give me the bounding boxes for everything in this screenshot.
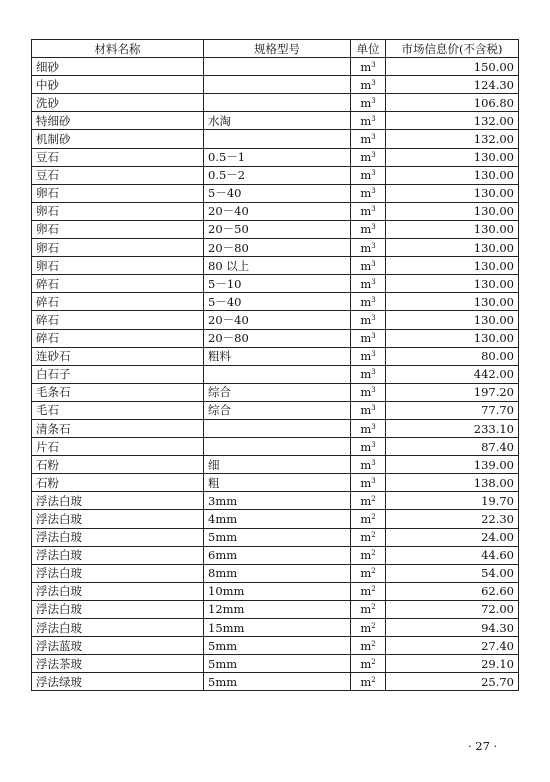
unit-cell [351, 365, 386, 383]
material-name-cell: 白石子 [32, 365, 204, 383]
unit-base: m [360, 656, 372, 671]
unit-base: m [360, 312, 372, 327]
unit-base: m [360, 620, 372, 635]
spec-cell: 综合 [204, 383, 351, 401]
unit-base: m [360, 674, 372, 689]
price-cell: 130.00 [386, 166, 519, 184]
spec-cell: 粗 [204, 474, 351, 492]
material-name-cell: 毛条石 [32, 383, 204, 401]
unit-base: m [360, 530, 372, 545]
unit-exponent: 3 [371, 60, 376, 69]
price-cell: 130.00 [386, 220, 519, 238]
table-row [32, 347, 519, 365]
unit-exponent: 2 [371, 494, 376, 503]
unit-exponent: 3 [371, 332, 376, 341]
unit-exponent: 3 [371, 259, 376, 268]
unit-base: m [360, 602, 372, 617]
unit-base: m [360, 475, 372, 490]
spec-cell: 4mm [204, 510, 351, 528]
unit-exponent: 3 [371, 368, 376, 377]
header-material-name: 材料名称 [32, 40, 204, 58]
unit-cell [351, 293, 386, 311]
spec-cell: 6mm [204, 546, 351, 564]
spec-cell: 5－10 [204, 275, 351, 293]
unit-cell [351, 220, 386, 238]
spec-cell: 5mm [204, 528, 351, 546]
table-row [32, 546, 519, 564]
unit-exponent: 3 [371, 386, 376, 395]
unit-cell [351, 94, 386, 112]
unit-exponent: 3 [371, 350, 376, 359]
unit-base: m [360, 240, 372, 255]
price-cell: 138.00 [386, 474, 519, 492]
unit-exponent: 2 [371, 549, 376, 558]
unit-exponent: 3 [371, 78, 376, 87]
material-name-cell: 碎石 [32, 275, 204, 293]
unit-exponent: 3 [371, 133, 376, 142]
table-row [32, 582, 519, 600]
material-name-cell: 浮法白玻 [32, 510, 204, 528]
table-row [32, 239, 519, 257]
price-cell: 44.60 [386, 546, 519, 564]
unit-exponent: 3 [371, 458, 376, 467]
unit-base: m [360, 258, 372, 273]
unit-base: m [360, 421, 372, 436]
price-cell: 150.00 [386, 58, 519, 76]
unit-exponent: 3 [371, 295, 376, 304]
unit-base: m [360, 95, 372, 110]
material-name-cell: 卵石 [32, 220, 204, 238]
spec-cell [204, 94, 351, 112]
material-name-cell: 片石 [32, 438, 204, 456]
material-name-cell: 卵石 [32, 184, 204, 202]
unit-base: m [360, 457, 372, 472]
spec-cell: 细 [204, 456, 351, 474]
unit-cell [351, 492, 386, 510]
spec-cell: 20－80 [204, 329, 351, 347]
material-name-cell: 浮法白玻 [32, 528, 204, 546]
spec-cell: 水淘 [204, 112, 351, 130]
material-name-cell: 浮法白玻 [32, 582, 204, 600]
unit-exponent: 3 [371, 476, 376, 485]
unit-exponent: 2 [371, 567, 376, 576]
spec-cell [204, 365, 351, 383]
price-table [31, 39, 519, 691]
table-row [32, 202, 519, 220]
unit-cell [351, 130, 386, 148]
table-row [32, 600, 519, 618]
table-row [32, 94, 519, 112]
spec-cell: 5mm [204, 655, 351, 673]
material-name-cell: 浮法白玻 [32, 600, 204, 618]
unit-base: m [360, 511, 372, 526]
price-cell: 22.30 [386, 510, 519, 528]
unit-cell [351, 419, 386, 437]
material-name-cell: 连砂石 [32, 347, 204, 365]
unit-base: m [360, 132, 372, 147]
header-spec: 规格型号 [204, 40, 351, 58]
unit-cell [351, 510, 386, 528]
unit-cell [351, 456, 386, 474]
material-name-cell: 毛石 [32, 401, 204, 419]
unit-base: m [360, 186, 372, 201]
spec-cell: 20－40 [204, 311, 351, 329]
price-cell: 94.30 [386, 619, 519, 637]
unit-base: m [360, 385, 372, 400]
unit-exponent: 3 [371, 169, 376, 178]
spec-cell: 15mm [204, 619, 351, 637]
table-body [32, 58, 519, 691]
unit-cell [351, 619, 386, 637]
table-row [32, 438, 519, 456]
table-row [32, 528, 519, 546]
unit-exponent: 2 [371, 531, 376, 540]
unit-cell [351, 112, 386, 130]
unit-exponent: 3 [371, 223, 376, 232]
spec-cell: 20－80 [204, 239, 351, 257]
unit-cell [351, 166, 386, 184]
spec-cell: 5mm [204, 637, 351, 655]
unit-exponent: 2 [371, 585, 376, 594]
table-row [32, 130, 519, 148]
table-row [32, 419, 519, 437]
price-cell: 54.00 [386, 564, 519, 582]
unit-exponent: 2 [371, 639, 376, 648]
unit-exponent: 2 [371, 603, 376, 612]
price-cell: 132.00 [386, 130, 519, 148]
spec-cell: 20－40 [204, 202, 351, 220]
material-name-cell: 机制砂 [32, 130, 204, 148]
unit-cell [351, 637, 386, 655]
spec-cell: 10mm [204, 582, 351, 600]
price-cell: 442.00 [386, 365, 519, 383]
unit-exponent: 3 [371, 313, 376, 322]
unit-base: m [360, 439, 372, 454]
spec-cell: 20－50 [204, 220, 351, 238]
price-cell: 106.80 [386, 94, 519, 112]
header-unit: 单位 [351, 40, 386, 58]
spec-cell [204, 76, 351, 94]
unit-exponent: 2 [371, 621, 376, 630]
material-name-cell: 浮法白玻 [32, 564, 204, 582]
unit-exponent: 3 [371, 114, 376, 123]
unit-base: m [360, 548, 372, 563]
spec-cell [204, 130, 351, 148]
unit-base: m [360, 349, 372, 364]
unit-cell [351, 401, 386, 419]
material-name-cell: 卵石 [32, 202, 204, 220]
price-cell: 130.00 [386, 293, 519, 311]
page-number: · 27 · [468, 739, 498, 753]
price-cell: 77.70 [386, 401, 519, 419]
table-row [32, 293, 519, 311]
table-row [32, 383, 519, 401]
table-row [32, 275, 519, 293]
unit-exponent: 3 [371, 422, 376, 431]
unit-exponent: 3 [371, 96, 376, 105]
spec-cell: 12mm [204, 600, 351, 618]
material-name-cell: 浮法茶玻 [32, 655, 204, 673]
table-row [32, 456, 519, 474]
material-name-cell: 石粉 [32, 474, 204, 492]
unit-cell [351, 311, 386, 329]
table-row [32, 76, 519, 94]
unit-exponent: 3 [371, 241, 376, 250]
unit-base: m [360, 113, 372, 128]
material-name-cell: 中砂 [32, 76, 204, 94]
price-cell: 197.20 [386, 383, 519, 401]
table-row [32, 655, 519, 673]
table-row [32, 401, 519, 419]
price-cell: 130.00 [386, 257, 519, 275]
price-cell: 132.00 [386, 112, 519, 130]
material-name-cell: 卵石 [32, 239, 204, 257]
unit-exponent: 3 [371, 277, 376, 286]
unit-cell [351, 58, 386, 76]
table-row [32, 220, 519, 238]
unit-cell [351, 329, 386, 347]
table-row [32, 492, 519, 510]
material-name-cell: 浮法蓝玻 [32, 637, 204, 655]
header-price: 市场信息价(不含税) [386, 40, 519, 58]
unit-cell [351, 239, 386, 257]
spec-cell [204, 419, 351, 437]
material-name-cell: 碎石 [32, 293, 204, 311]
unit-cell [351, 383, 386, 401]
unit-cell [351, 600, 386, 618]
price-cell: 62.60 [386, 582, 519, 600]
table-row [32, 564, 519, 582]
unit-base: m [360, 59, 372, 74]
price-cell: 130.00 [386, 184, 519, 202]
unit-exponent: 3 [371, 205, 376, 214]
material-name-cell: 豆石 [32, 148, 204, 166]
spec-cell [204, 438, 351, 456]
table-row [32, 311, 519, 329]
price-cell: 130.00 [386, 311, 519, 329]
price-cell: 233.10 [386, 419, 519, 437]
material-name-cell: 洗砂 [32, 94, 204, 112]
price-cell: 29.10 [386, 655, 519, 673]
price-cell: 139.00 [386, 456, 519, 474]
unit-base: m [360, 331, 372, 346]
spec-cell: 8mm [204, 564, 351, 582]
material-name-cell: 清条石 [32, 419, 204, 437]
unit-base: m [360, 77, 372, 92]
table-row [32, 58, 519, 76]
material-name-cell: 石粉 [32, 456, 204, 474]
material-name-cell: 浮法绿玻 [32, 673, 204, 691]
material-name-cell: 细砂 [32, 58, 204, 76]
unit-exponent: 2 [371, 657, 376, 666]
price-cell: 72.00 [386, 600, 519, 618]
unit-exponent: 2 [371, 512, 376, 521]
spec-cell: 0.5－2 [204, 166, 351, 184]
unit-base: m [360, 367, 372, 382]
material-name-cell: 碎石 [32, 329, 204, 347]
price-cell: 130.00 [386, 329, 519, 347]
unit-exponent: 3 [371, 404, 376, 413]
material-name-cell: 豆石 [32, 166, 204, 184]
unit-cell [351, 582, 386, 600]
table-row [32, 112, 519, 130]
material-name-cell: 特细砂 [32, 112, 204, 130]
unit-cell [351, 655, 386, 673]
price-cell: 19.70 [386, 492, 519, 510]
spec-cell: 5－40 [204, 184, 351, 202]
unit-exponent: 2 [371, 675, 376, 684]
material-name-cell: 浮法白玻 [32, 492, 204, 510]
unit-base: m [360, 638, 372, 653]
unit-base: m [360, 294, 372, 309]
spec-cell: 综合 [204, 401, 351, 419]
spec-cell: 3mm [204, 492, 351, 510]
unit-cell [351, 438, 386, 456]
unit-cell [351, 184, 386, 202]
header-row [32, 40, 519, 58]
unit-base: m [360, 403, 372, 418]
table-row [32, 148, 519, 166]
spec-cell: 0.5－1 [204, 148, 351, 166]
material-name-cell: 浮法白玻 [32, 546, 204, 564]
table-row [32, 365, 519, 383]
table-row [32, 166, 519, 184]
price-cell: 130.00 [386, 275, 519, 293]
unit-base: m [360, 222, 372, 237]
unit-exponent: 3 [371, 440, 376, 449]
unit-cell [351, 275, 386, 293]
spec-cell: 5－40 [204, 293, 351, 311]
material-name-cell: 卵石 [32, 257, 204, 275]
unit-exponent: 3 [371, 187, 376, 196]
unit-exponent: 3 [371, 151, 376, 160]
spec-cell: 5mm [204, 673, 351, 691]
table-row [32, 184, 519, 202]
unit-cell [351, 347, 386, 365]
table-row [32, 673, 519, 691]
unit-base: m [360, 204, 372, 219]
table-row [32, 510, 519, 528]
unit-cell [351, 202, 386, 220]
unit-base: m [360, 566, 372, 581]
unit-base: m [360, 168, 372, 183]
price-cell: 87.40 [386, 438, 519, 456]
unit-cell [351, 257, 386, 275]
table-row [32, 257, 519, 275]
material-name-cell: 浮法白玻 [32, 619, 204, 637]
spec-cell: 80 以上 [204, 257, 351, 275]
unit-cell [351, 474, 386, 492]
spec-cell: 粗料 [204, 347, 351, 365]
price-cell: 124.30 [386, 76, 519, 94]
price-cell: 80.00 [386, 347, 519, 365]
unit-cell [351, 546, 386, 564]
unit-cell [351, 564, 386, 582]
price-cell: 25.70 [386, 673, 519, 691]
unit-base: m [360, 584, 372, 599]
unit-cell [351, 673, 386, 691]
price-cell: 24.00 [386, 528, 519, 546]
price-cell: 130.00 [386, 202, 519, 220]
spec-cell [204, 58, 351, 76]
unit-cell [351, 528, 386, 546]
table-row [32, 329, 519, 347]
price-cell: 130.00 [386, 239, 519, 257]
material-name-cell: 碎石 [32, 311, 204, 329]
unit-cell [351, 148, 386, 166]
unit-cell [351, 76, 386, 94]
unit-base: m [360, 276, 372, 291]
price-cell: 130.00 [386, 148, 519, 166]
table-row [32, 619, 519, 637]
unit-base: m [360, 150, 372, 165]
table-row [32, 474, 519, 492]
price-cell: 27.40 [386, 637, 519, 655]
unit-base: m [360, 493, 372, 508]
table-row [32, 637, 519, 655]
